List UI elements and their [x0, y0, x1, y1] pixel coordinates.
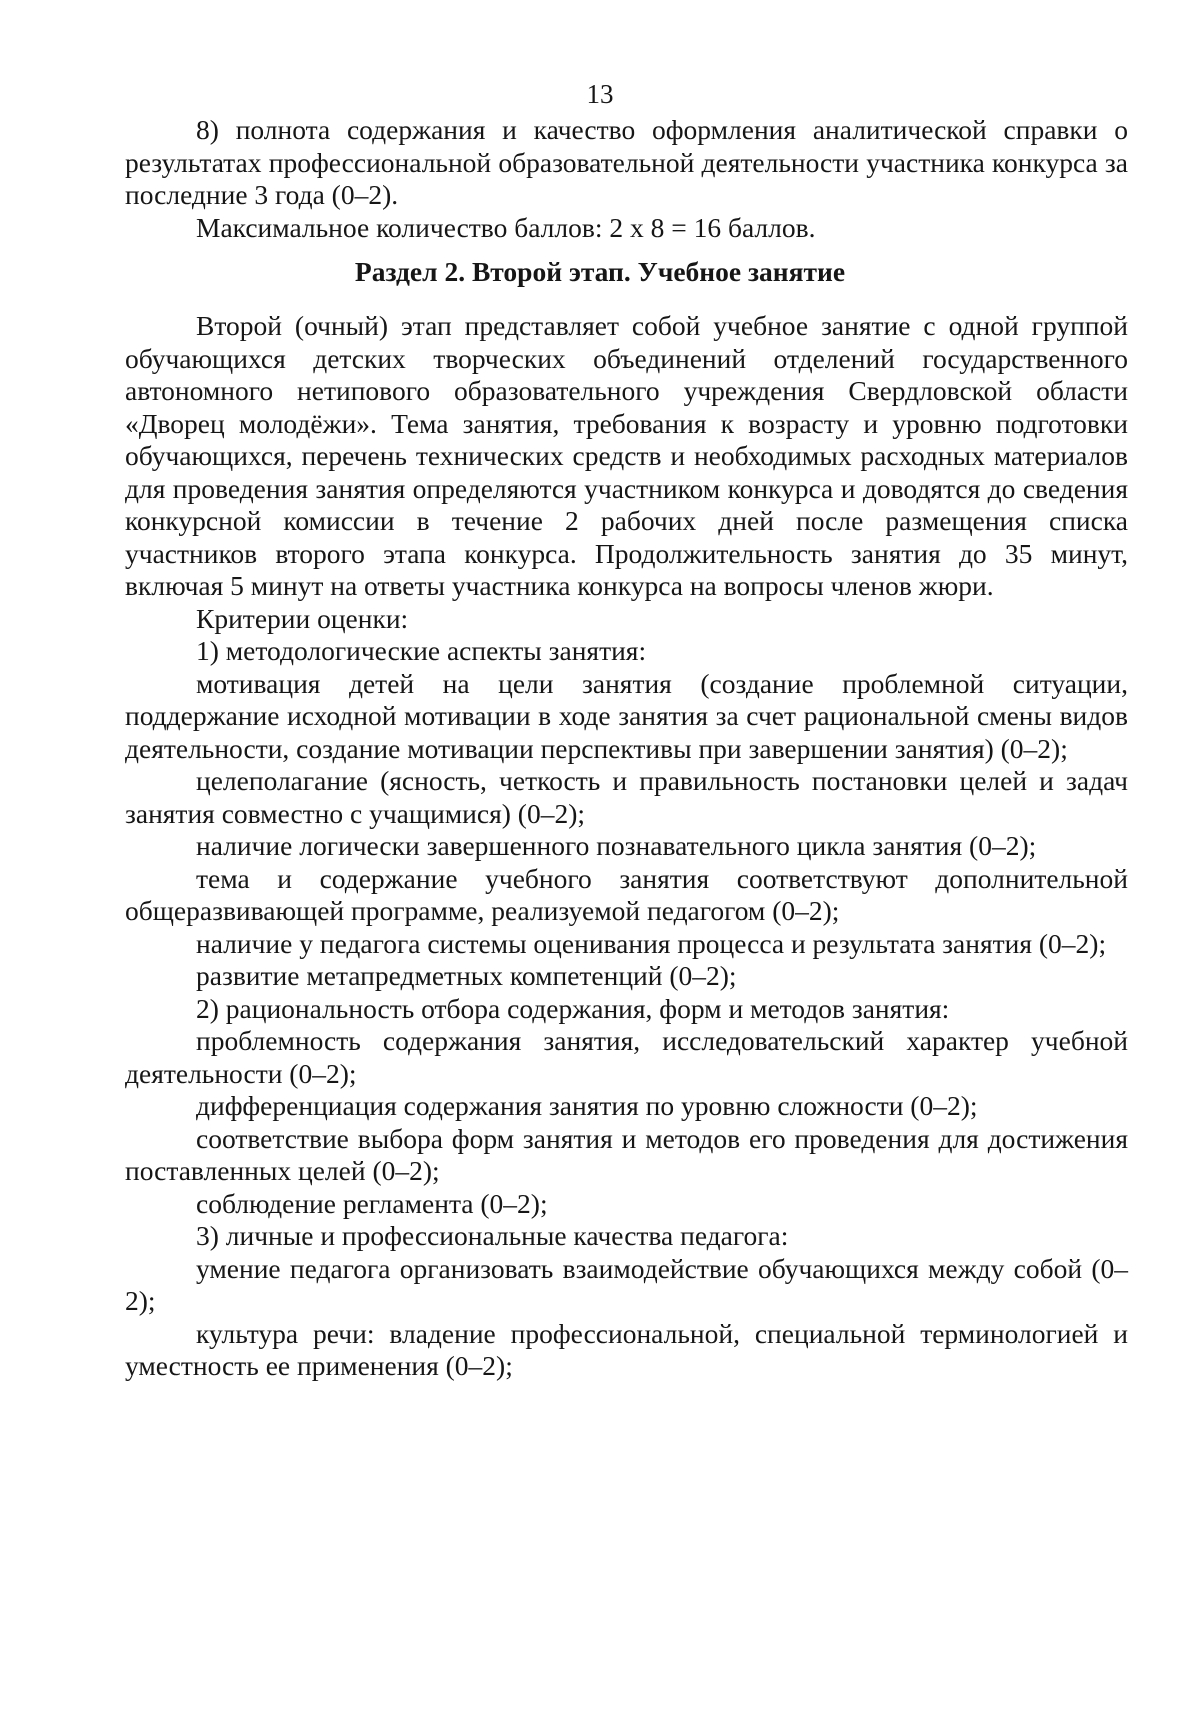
intro-paragraph: Второй (очный) этап представляет собой учебное занятие с одной группой обучающихся детских творческих объединений отделений государственного автономного нетипового образовательного учреждения Свердловской области «Дворец молодёжи». Тема занятия, требования к возрасту и уровню подготовки обучающихся, перечень технических средств и необходимых расходных материалов для проведения занятия определяются участником конкурса и доводятся до сведения конкурсной комиссии в течение 2 рабочих дней после размещения списка участников второго этапа конкурса. Продолжительность занятия до 35 минут, включая 5 минут на ответы участника конкурса на вопросы членов жюри. [125, 310, 1128, 601]
top-paragraphs [125, 114, 1128, 244]
page-number: 13 [586, 79, 614, 109]
criterion-8-paragraph: 8) полнота содержания и качество оформления аналитической справки о результатах профессиональной образовательной деятельности участника конкурса за последние 3 года (0–2). [125, 114, 1128, 210]
criterion-item: проблемность содержания занятия, исследовательский характер учебной деятельности (0–2); [125, 1025, 1128, 1089]
criterion-item: тема и содержание учебного занятия соответствуют дополнительной общеразвивающей программе, реализуемой педагогом (0–2); [125, 862, 1128, 926]
criterion-item: соблюдение регламента (0–2); [196, 1187, 548, 1219]
criteria-heading: Критерии оценки: [196, 602, 409, 634]
section-body [125, 310, 1128, 1383]
criterion-item: развитие метапредметных компетенций (0–2); [196, 960, 737, 991]
criterion-item: культура речи: владение профессиональной, специальной терминологией и уместность ее применения (0–2); [125, 1317, 1128, 1381]
criteria-group-1: 1) методологические аспекты занятия: [196, 635, 647, 666]
criteria-group-2: 2) рациональность отбора содержания, форм и методов занятия: [196, 992, 950, 1024]
criterion-item: соответствие выбора форм занятия и методов его проведения для достижения поставленных целей (0–2); [125, 1122, 1128, 1186]
criterion-item: целеполагание (ясность, четкость и правильность постановки целей и задач занятия совместно с учащимися) (0–2); [125, 765, 1128, 829]
criterion-item: наличие у педагога системы оценивания процесса и результата занятия (0–2); [196, 927, 1107, 959]
criterion-item: дифференциация содержания занятия по уровню сложности (0–2); [196, 1090, 978, 1121]
max-score-paragraph: Максимальное количество баллов: 2 х 8 = 16 баллов. [196, 211, 816, 243]
criteria-group-3: 3) личные и профессиональные качества педагога: [196, 1220, 789, 1251]
criterion-item: умение педагога организовать взаимодействие обучающихся между собой (0–2); [125, 1252, 1128, 1316]
section-heading: Раздел 2. Второй этап. Учебное занятие [354, 256, 846, 287]
criterion-item: наличие логически завершенного познавательного цикла занятия (0–2); [196, 830, 1037, 861]
criterion-item: мотивация детей на цели занятия (создание проблемной ситуации, поддержание исходной мотивации в ходе занятия за счет рациональной смены видов деятельности, создание мотивации перспективы при завершении занятия) (0–2); [125, 667, 1128, 764]
